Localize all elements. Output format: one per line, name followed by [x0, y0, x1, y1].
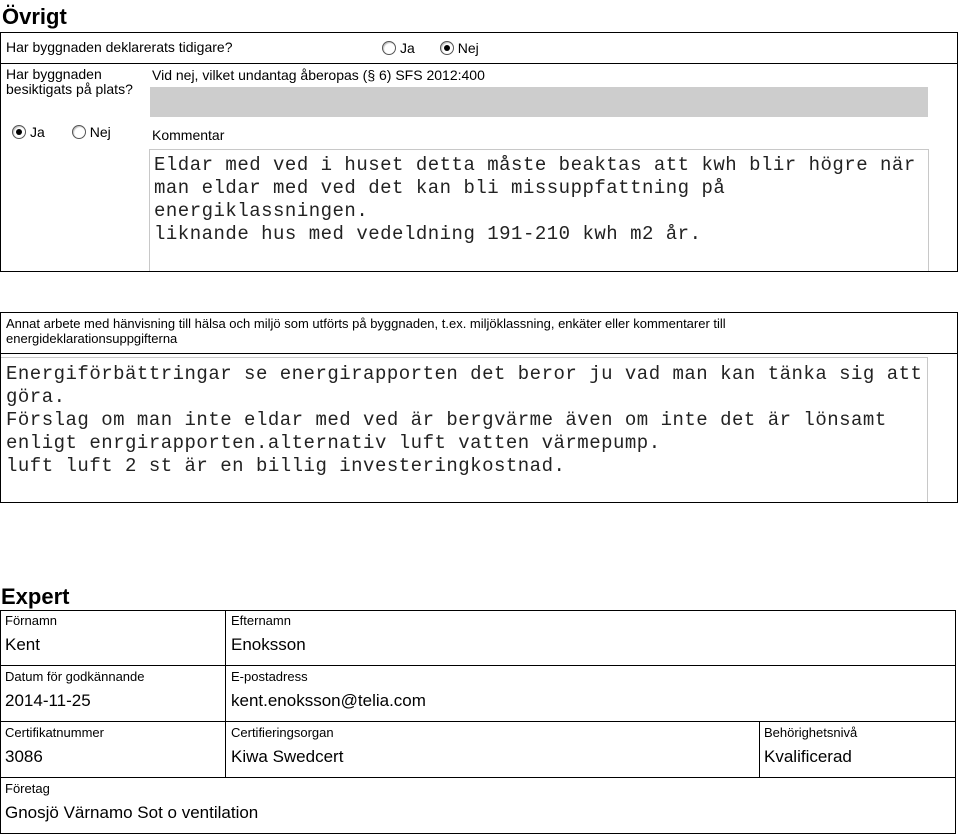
email-label: E-postadress: [231, 669, 308, 684]
divider: [759, 721, 760, 777]
exception-label: Vid nej, vilket undantag åberopas (§ 6) SFS 2012:400: [152, 67, 485, 83]
cert-body-value: Kiwa Swedcert: [231, 747, 344, 766]
declared-no-label: Nej: [457, 39, 479, 56]
inspected-radio-group: [12, 123, 111, 141]
comment-text: Eldar med ved i huset detta måste beaktas att kwh blir högre när man eldar med ved det kan bli missuppfattning på energiklassningen. liknande hus med vedeldning 191-210 kwh m2 år.: [154, 154, 916, 245]
approval-date-label: Datum för godkännande: [5, 669, 145, 684]
divider: [0, 353, 958, 354]
company-value: Gnosjö Värnamo Sot o ventilation: [5, 803, 259, 822]
section-title-ovrigt: Övrigt: [2, 4, 67, 29]
comment-field[interactable]: [149, 149, 929, 271]
comment-label: Kommentar: [152, 127, 225, 143]
other-work-field[interactable]: [1, 357, 928, 502]
section-title-expert: Expert: [1, 584, 70, 609]
exception-field[interactable]: [150, 87, 928, 117]
cert-number-value: 3086: [5, 747, 43, 766]
divider: [0, 721, 956, 722]
last-name-label: Efternamn: [231, 613, 291, 628]
first-name-label: Förnamn: [5, 613, 58, 628]
declared-question: Har byggnaden deklarerats tidigare?: [6, 39, 233, 55]
level-label: Behörighetsnivå: [764, 725, 858, 740]
cert-number-label: Certifikatnummer: [5, 725, 104, 740]
inspected-yes-radio[interactable]: [12, 125, 26, 139]
inspected-no-label: Nej: [89, 123, 111, 140]
cert-body-label: Certifieringsorgan: [231, 725, 334, 740]
level-value: Kvalificerad: [764, 747, 852, 766]
declared-radio-group: [382, 39, 479, 57]
inspected-no-radio[interactable]: [72, 125, 86, 139]
other-work-text: Energiförbättringar se energirapporten det beror ju vad man kan tänka sig att göra. Förslag om man inte eldar med ved är bergvärme även om inte det är lönsamt enligt enrgirapporten.alternativ luft vatten värmepump. luft luft 2 st är en billig investeringkostnad.: [6, 363, 923, 477]
declared-yes-radio[interactable]: [382, 41, 396, 55]
inspected-yes-label: Ja: [30, 123, 45, 140]
company-label: Företag: [5, 781, 50, 796]
divider: [0, 63, 958, 64]
divider: [0, 665, 956, 666]
other-work-label: Annat arbete med hänvisning till hälsa och miljö som utförts på byggnaden, t.ex. miljöklassning, enkäter eller kommentarer till energideklarationsuppgifterna: [6, 316, 726, 346]
approval-date-value: 2014-11-25: [5, 691, 91, 710]
divider: [0, 777, 956, 778]
expert-box: [0, 610, 956, 834]
first-name-value: Kent: [5, 635, 40, 654]
divider: [225, 610, 226, 777]
declared-no-radio[interactable]: [440, 41, 454, 55]
declared-yes-label: Ja: [400, 39, 415, 56]
last-name-value: Enoksson: [231, 635, 306, 654]
inspected-question: Har byggnaden besiktigats på plats?: [6, 66, 133, 97]
email-value: kent.enoksson@telia.com: [231, 691, 426, 710]
